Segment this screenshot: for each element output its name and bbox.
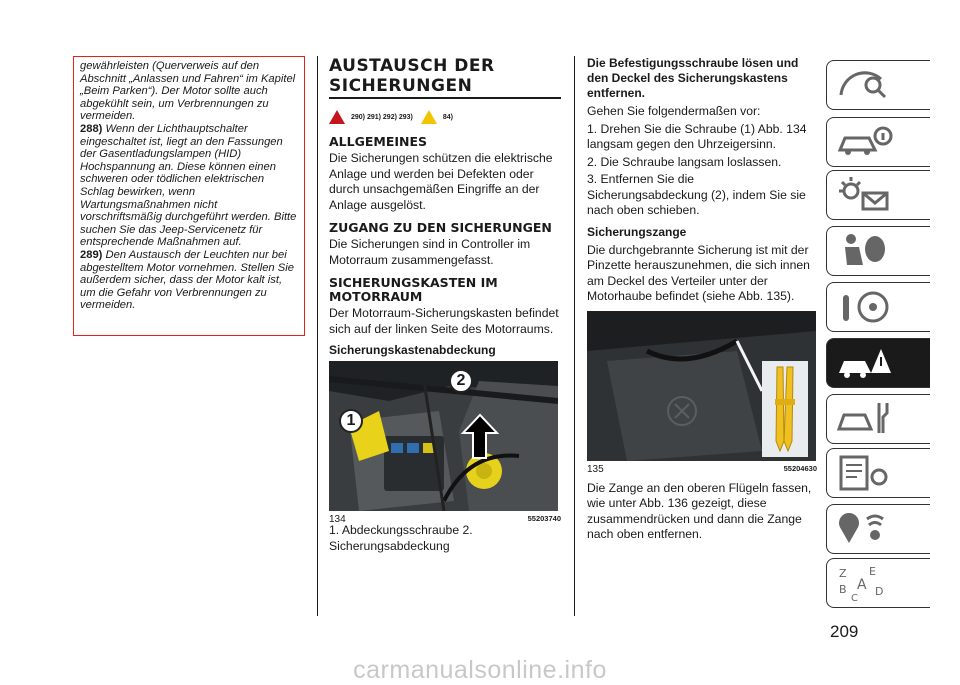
caution-triangle-icon — [421, 110, 437, 124]
chapter-tab-safety[interactable] — [826, 226, 930, 276]
warning-intro: gewährleisten (Querverweis auf den Abschnitt „Anlassen und Fahren“ im Kapitel „Beim Parken“). Der Motor sollte auch abgekühlt sein, um Verbrennungen zu vermeiden. — [80, 60, 296, 123]
warning-triangle-icon — [329, 110, 345, 124]
svg-text:E: E — [869, 565, 876, 578]
text-allgemeines: Die Sicherungen schützen die elektrische Anlage und werden bei Defekten oder durch unsachgemäßen Eingriffe an der Anlage ausgelöst. — [329, 151, 553, 212]
figure-code: 55203740 — [527, 514, 561, 523]
chapter-tab-car-info[interactable] — [826, 117, 930, 167]
step-1: 1. Drehen Sie die Schraube (1) Abb. 134 langsam gegen den Uhrzeigersinn. — [587, 121, 807, 151]
warning-box — [73, 56, 305, 336]
svg-text:C: C — [851, 593, 858, 603]
steering-wheel-icon — [835, 287, 895, 327]
figure-number: 134 — [329, 514, 346, 525]
subheading-abdeckung: Sicherungskastenabdeckung — [329, 343, 496, 357]
column-divider-2 — [574, 56, 575, 616]
text-sicherungskasten: Der Motorraum-Sicherungskasten befindet sich auf der linken Seite des Motorraums. — [329, 306, 559, 336]
heading-sicherungskasten: SICHERUNGSKASTEN IM MOTORRAUM — [329, 275, 498, 304]
subheading-zange: Sicherungszange — [587, 224, 687, 239]
column-divider-1 — [317, 56, 318, 616]
procedure-column — [587, 56, 817, 545]
figure-135-photo — [587, 311, 816, 461]
warning-item-288: 288) Wenn der Lichthauptschalter eingeschaltet ist, liegt an den Fassungen der Gasentladungslampen (HID) Hochspannung an. Diese können einen schweren oder tödlichen elektrischen Schlag bewirken, wenn Wartungsmaßnahmen nicht vorschriftsmäßig durchgeführt werden. Bitte suchen Sie das Jeep-Servicenetz für entsprechende Maßnahmen auf. — [80, 122, 297, 249]
car-emergency-icon — [835, 343, 895, 383]
heading-allgemeines: ALLGEMEINES — [329, 134, 428, 149]
spec-sheet-gear-icon — [835, 453, 895, 493]
svg-text:Z: Z — [839, 567, 847, 580]
fuse-box-tongs-illustration — [587, 311, 816, 461]
text-zange-entfernen: Die Zange an den oberen Flügeln fassen, wie unter Abb. 136 gezeigt, diese zusammendrücken und dann die Zange nach oben entfernen. — [587, 480, 812, 541]
heading-zugang: ZUGANG ZU DEN SICHERUNGEN — [329, 220, 552, 235]
figure-134-legend: 1. Abdeckungsschraube 2. Sicherungsabdeckung — [329, 523, 473, 553]
figure-code: 55204630 — [783, 463, 817, 473]
chapter-tab-index[interactable] — [826, 558, 930, 608]
alphabet-index-icon — [835, 563, 895, 603]
light-mail-icon — [835, 175, 895, 215]
figure-134-photo — [329, 361, 558, 511]
step-2: 2. Die Schraube langsam loslassen. — [587, 154, 782, 169]
chapter-tab-multimedia[interactable] — [826, 504, 930, 554]
engine-bay-illustration — [329, 361, 558, 511]
text-zange: Die durchgebrannte Sicherung ist mit der Pinzette herauszunehmen, die sich innen am Deckel des Verteiler unter der Motorhaube befindet (siehe Abb. 135). — [587, 242, 810, 303]
callout-2: 2 — [449, 369, 473, 393]
dashboard-search-icon — [835, 65, 895, 105]
watermark: carmanualsonline.info — [353, 656, 607, 684]
fuse-section-column — [329, 56, 561, 556]
svg-text:A: A — [857, 577, 867, 593]
svg-text:D: D — [875, 585, 884, 598]
step-3: 3. Entfernen Sie die Sicherungsabdeckung (2), indem Sie sie nach oben schieben. — [587, 172, 806, 217]
chapter-tab-specs[interactable] — [826, 448, 930, 498]
title-rule — [329, 97, 561, 99]
callout-1: 1 — [339, 409, 363, 433]
procedure-intro: Gehen Sie folgendermaßen vor: — [587, 104, 761, 118]
warning-references: 290) 291) 292) 293) 84) — [329, 107, 561, 127]
page-number: 209 — [830, 622, 859, 641]
subheading-befestigung: Die Befestigungsschraube lösen und den Deckel des Sicherungskastens entfernen. — [587, 56, 799, 100]
multimedia-icon — [835, 509, 895, 549]
text-zugang: Die Sicherungen sind in Controller im Motorraum zusammengefasst. — [329, 237, 531, 267]
car-tools-icon — [835, 399, 895, 439]
airbag-seat-icon — [835, 231, 895, 271]
figure-135-caption — [587, 464, 817, 475]
section-title: AUSTAUSCH DER SICHERUNGEN — [329, 56, 495, 96]
chapter-tab-lights[interactable] — [826, 170, 930, 220]
chapter-tab-maintenance[interactable] — [826, 394, 930, 444]
car-info-icon — [835, 122, 895, 162]
warning-item-289: 289) Den Austausch der Leuchten nur bei abgestelltem Motor vornehmen. Stellen Sie außerdem sicher, dass der Motor kalt ist, um die Gefahr von Verbrennungen zu vermeiden. — [80, 248, 294, 312]
figure-number: 135 — [587, 463, 604, 475]
chapter-tab-emergency[interactable] — [826, 338, 930, 388]
chapter-tab-dashboard[interactable] — [826, 60, 930, 110]
svg-text:B: B — [839, 583, 847, 596]
chapter-tab-driving[interactable] — [826, 282, 930, 332]
